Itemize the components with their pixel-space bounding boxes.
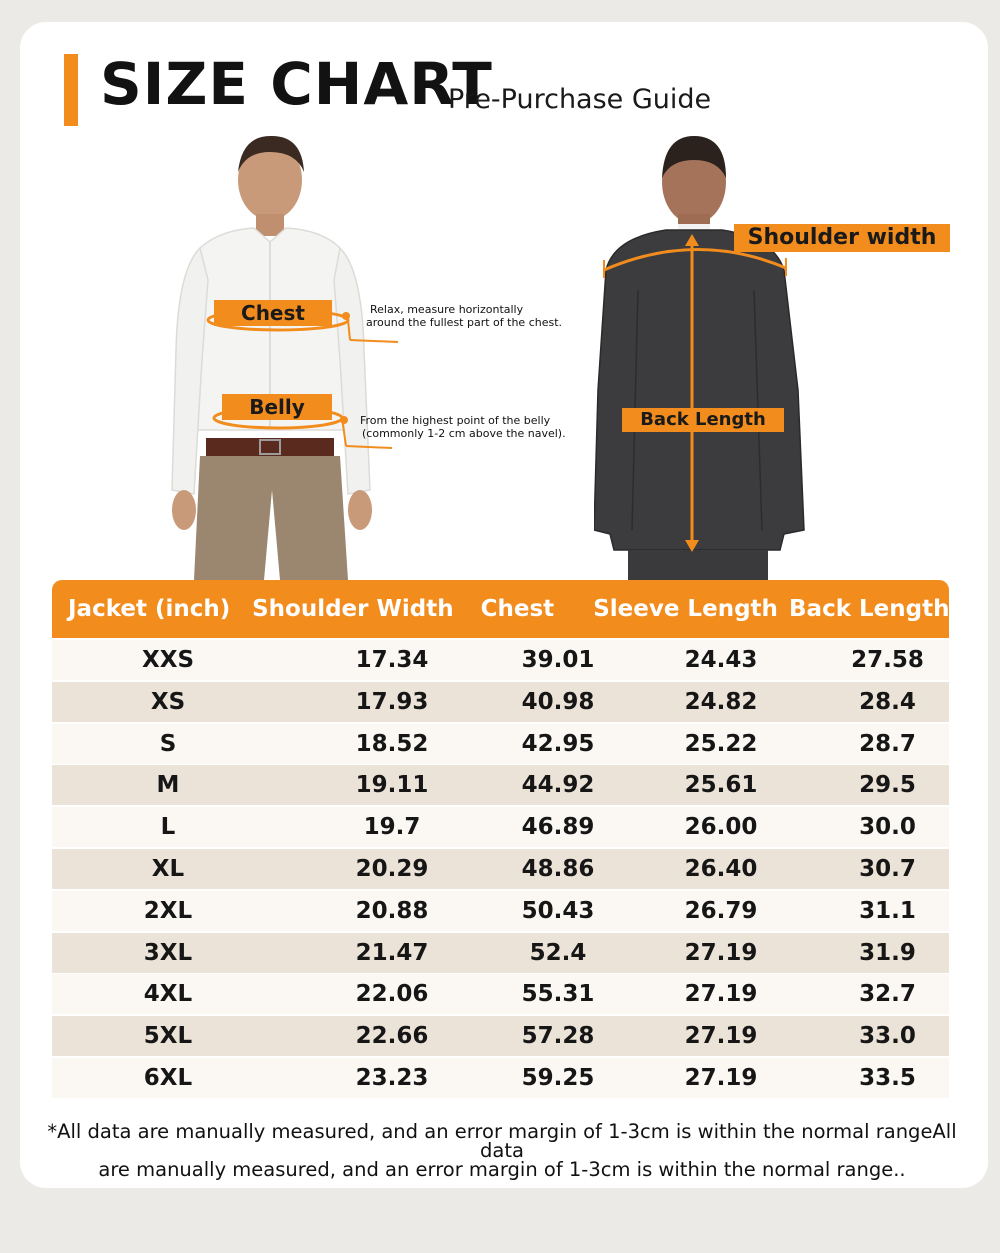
chest-label: Chest xyxy=(214,300,332,326)
cell-back-length: 30.0 xyxy=(859,814,916,841)
cell-sleeve: 26.79 xyxy=(684,897,758,924)
table-row xyxy=(52,849,949,889)
size-table xyxy=(52,580,949,1100)
cell-back-length: 33.0 xyxy=(859,1023,916,1050)
page-subtitle: Pre-Purchase Guide xyxy=(448,84,712,115)
cell-size: 3XL xyxy=(143,939,193,966)
table-row xyxy=(52,724,949,764)
front-figure-illustration xyxy=(150,130,400,580)
cell-shoulder: 23.23 xyxy=(355,1064,429,1091)
cell-chest: 59.25 xyxy=(521,1064,595,1091)
cell-size: 5XL xyxy=(143,1023,193,1050)
header-jacket: Jacket (inch) xyxy=(68,596,231,622)
table-header-row xyxy=(52,580,949,638)
cell-back-length: 27.58 xyxy=(851,647,924,673)
table-row xyxy=(52,807,949,847)
cell-sleeve: 25.61 xyxy=(684,772,758,799)
page-title: SIZE CHART xyxy=(100,50,493,118)
cell-shoulder: 22.06 xyxy=(355,981,429,1008)
shoulder-width-label: Shoulder width xyxy=(734,224,950,252)
disclaimer-line1: *All data are manually measured, and an error margin of 1-3cm is within the normal rangeAll data xyxy=(47,1120,957,1162)
cell-chest: 48.86 xyxy=(521,855,595,882)
header-shoulder-width: Shoulder Width xyxy=(252,596,454,622)
header-sleeve-length: Sleeve Length xyxy=(593,596,778,622)
back-figure-illustration xyxy=(594,130,824,580)
cell-sleeve: 27.19 xyxy=(684,1064,758,1091)
cell-back-length: 32.7 xyxy=(859,981,916,1008)
cell-size: L xyxy=(160,814,176,841)
cell-size: 2XL xyxy=(143,897,193,924)
cell-chest: 55.31 xyxy=(521,981,595,1008)
cell-chest: 46.89 xyxy=(521,814,595,841)
cell-shoulder: 20.29 xyxy=(355,855,429,882)
chest-note-line1: Relax, measure horizontally xyxy=(370,303,524,316)
cell-shoulder: 17.34 xyxy=(355,647,429,673)
cell-shoulder: 20.88 xyxy=(355,897,429,924)
cell-sleeve: 24.82 xyxy=(684,688,758,715)
cell-back-length: 28.4 xyxy=(859,688,916,715)
cell-chest: 44.92 xyxy=(521,772,595,799)
table-row xyxy=(52,891,949,931)
cell-sleeve: 27.19 xyxy=(684,1023,758,1050)
table-row xyxy=(52,1058,949,1098)
cell-back-length: 28.7 xyxy=(859,730,916,757)
cell-shoulder: 21.47 xyxy=(355,939,429,966)
cell-size: XL xyxy=(151,855,185,882)
header-chest: Chest xyxy=(480,596,555,622)
table-row xyxy=(52,682,949,722)
cell-chest: 50.43 xyxy=(521,897,595,924)
cell-sleeve: 27.19 xyxy=(684,939,758,966)
disclaimer-note xyxy=(26,1122,978,1179)
cell-chest: 39.01 xyxy=(521,647,595,673)
cell-shoulder: 19.7 xyxy=(363,814,421,841)
table-row xyxy=(52,1016,949,1056)
cell-shoulder: 18.52 xyxy=(355,730,429,757)
title-accent-bar xyxy=(64,54,78,126)
cell-sleeve: 27.19 xyxy=(684,981,758,1008)
cell-shoulder: 19.11 xyxy=(355,772,429,799)
cell-chest: 52.4 xyxy=(529,939,587,966)
belly-label: Belly xyxy=(222,394,332,420)
table-row xyxy=(52,974,949,1014)
back-length-measure-line xyxy=(680,232,704,554)
cell-size: XXS xyxy=(141,647,195,673)
table-row xyxy=(52,765,949,805)
cell-back-length: 33.5 xyxy=(859,1064,916,1091)
cell-sleeve: 24.43 xyxy=(684,647,758,673)
disclaimer-line2: are manually measured, and an error margin of 1-3cm is within the normal range.. xyxy=(98,1158,906,1181)
table-row xyxy=(52,933,949,973)
cell-back-length: 31.9 xyxy=(859,939,916,966)
back-length-label: Back Length xyxy=(622,408,784,432)
cell-shoulder: 22.66 xyxy=(355,1023,429,1050)
belly-note-line1: From the highest point of the belly xyxy=(360,414,551,427)
cell-back-length: 30.7 xyxy=(859,855,916,882)
cell-sleeve: 26.00 xyxy=(684,814,758,841)
cell-chest: 40.98 xyxy=(521,688,595,715)
cell-sleeve: 26.40 xyxy=(684,855,758,882)
cell-sleeve: 25.22 xyxy=(684,730,758,757)
cell-chest: 57.28 xyxy=(521,1023,595,1050)
cell-shoulder: 17.93 xyxy=(355,688,429,715)
chest-note-line2: around the fullest part of the chest. xyxy=(366,316,563,329)
header-back-length: Back Length xyxy=(789,596,950,622)
cell-size: XS xyxy=(150,688,186,715)
cell-size: 4XL xyxy=(143,981,193,1008)
cell-back-length: 31.1 xyxy=(859,897,916,924)
cell-chest: 42.95 xyxy=(521,730,595,757)
cell-back-length: 29.5 xyxy=(859,772,916,799)
table-body xyxy=(52,638,949,1098)
cell-size: S xyxy=(159,730,177,757)
table-row xyxy=(52,640,949,680)
cell-size: 6XL xyxy=(143,1064,193,1091)
belly-note-line2: (commonly 1-2 cm above the navel). xyxy=(362,427,566,440)
cell-size: M xyxy=(156,772,180,799)
